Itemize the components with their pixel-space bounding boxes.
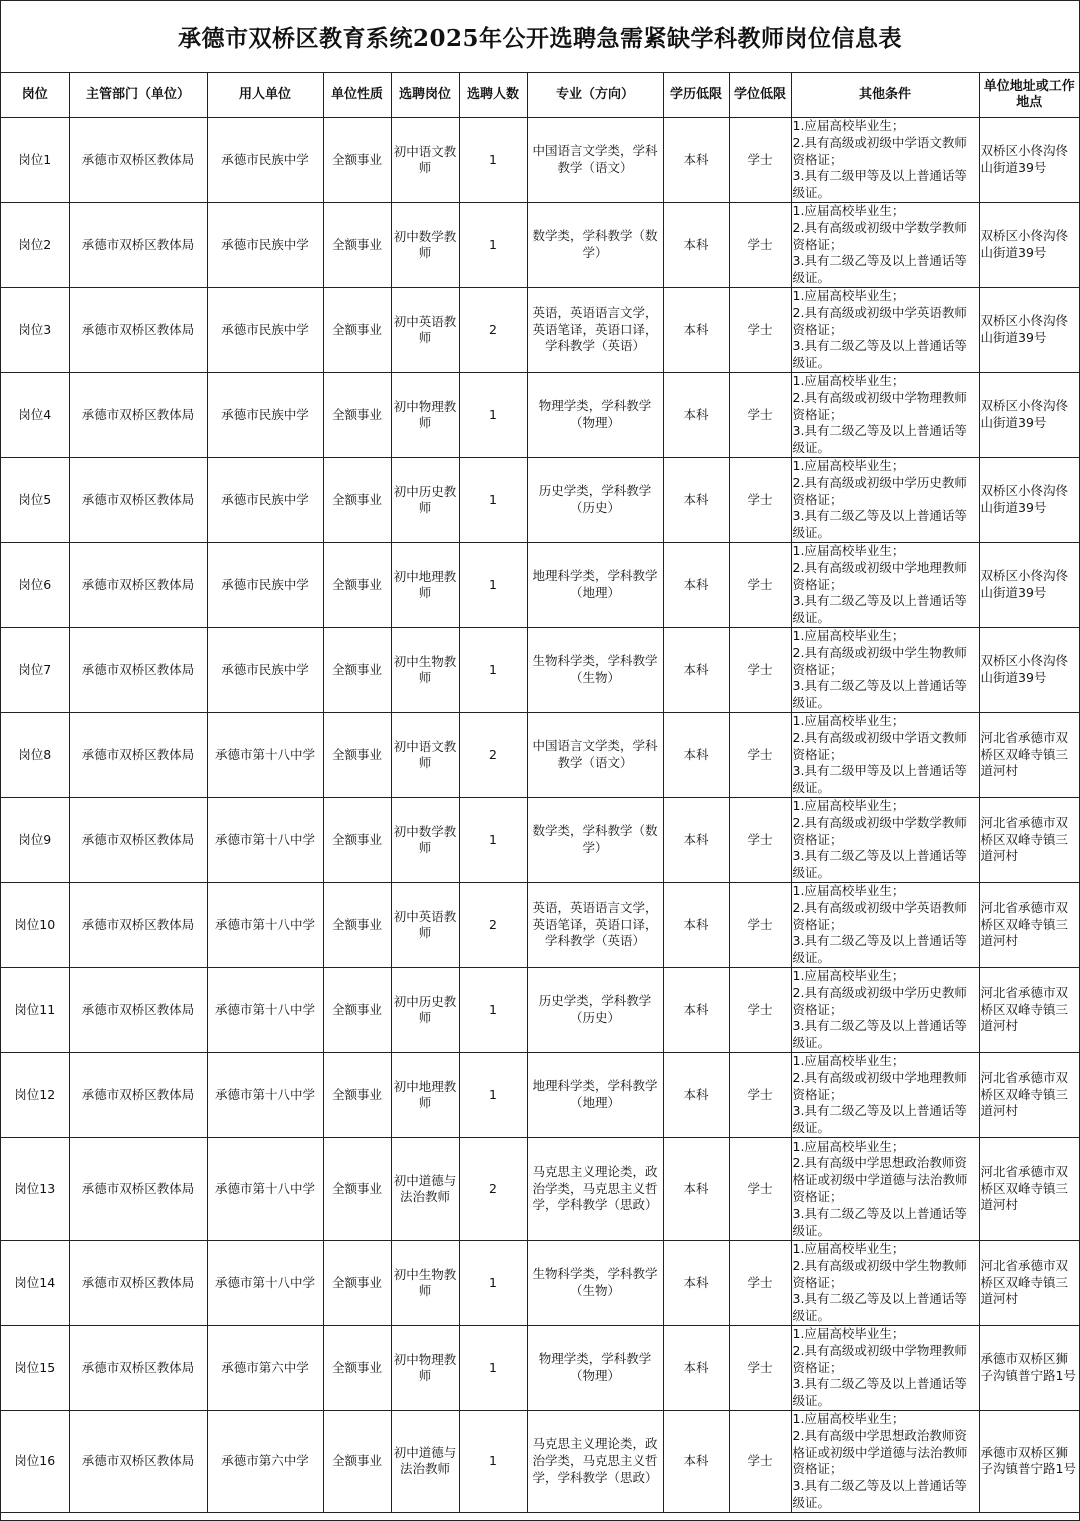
cell-dept: 承德市双桥区教体局: [69, 1053, 207, 1138]
table-row: [1, 1326, 1079, 1411]
cell-post: 岗位3: [1, 288, 69, 373]
cell-addr: 河北省承德市双桥区双峰寺镇三道河村: [979, 1053, 1079, 1138]
cell-count: 1: [459, 798, 527, 883]
condition-line: 3.具有二级乙等及以上普通话等级证。: [792, 678, 967, 711]
cell-major: 历史学类，学科教学（历史）: [527, 458, 663, 543]
cell-nature: 全额事业: [323, 1411, 391, 1513]
condition-line: 2.具有高级或初级中学地理教师资格证；: [792, 559, 967, 592]
col-header-addr: 单位地址或工作地点: [979, 73, 1079, 118]
cell-position: 初中地理教师: [391, 543, 459, 628]
condition-line: 2.具有高级或初级中学语文教师资格证；: [792, 134, 967, 167]
table-row: [1, 373, 1079, 458]
cell-count: 1: [459, 543, 527, 628]
cell-edu: 本科: [663, 203, 729, 288]
cell-unit: 承德市民族中学: [207, 118, 323, 203]
cell-cond: [791, 883, 979, 968]
cell-count: 2: [459, 713, 527, 798]
cell-count: 1: [459, 118, 527, 203]
cell-count: 2: [459, 883, 527, 968]
cell-cond: [791, 543, 979, 628]
cell-dept: 承德市双桥区教体局: [69, 1326, 207, 1411]
cell-edu: 本科: [663, 798, 729, 883]
cell-edu: 本科: [663, 1326, 729, 1411]
cell-dept: 承德市双桥区教体局: [69, 798, 207, 883]
cell-position: 初中数学教师: [391, 798, 459, 883]
cell-addr: 承德市双桥区狮子沟镇普宁路1号: [979, 1411, 1079, 1513]
cell-degree: 学士: [729, 798, 791, 883]
cell-addr: 河北省承德市双桥区双峰寺镇三道河村: [979, 883, 1079, 968]
cell-major: 数学类，学科教学（数学）: [527, 798, 663, 883]
cell-nature: 全额事业: [323, 1241, 391, 1326]
cell-degree: 学士: [729, 118, 791, 203]
condition-line: 1.应届高校毕业生；: [792, 203, 905, 218]
condition-line: 3.具有二级甲等及以上普通话等级证。: [792, 763, 967, 796]
table-header-row: [1, 73, 1079, 118]
cell-nature: 全额事业: [323, 373, 391, 458]
cell-edu: 本科: [663, 118, 729, 203]
cell-unit: 承德市第十八中学: [207, 1053, 323, 1138]
cell-degree: 学士: [729, 1411, 791, 1513]
table-row: [1, 968, 1079, 1053]
condition-line: 2.具有高级中学思想政治教师资格证或初级中学道德与法治教师资格证；: [792, 1427, 968, 1477]
cell-degree: 学士: [729, 203, 791, 288]
cell-count: 1: [459, 628, 527, 713]
cell-major: 马克思主义理论类，政治学类，马克思主义哲学，学科教学（思政）: [527, 1411, 663, 1513]
cell-addr: 河北省承德市双桥区双峰寺镇三道河村: [979, 968, 1079, 1053]
cell-edu: 本科: [663, 288, 729, 373]
condition-line: 1.应届高校毕业生；: [792, 1241, 905, 1256]
col-header-nature: 单位性质: [323, 73, 391, 118]
cell-unit: 承德市第十八中学: [207, 713, 323, 798]
cell-degree: 学士: [729, 968, 791, 1053]
condition-line: 1.应届高校毕业生；: [792, 373, 905, 388]
cell-count: 1: [459, 1053, 527, 1138]
cell-edu: 本科: [663, 1241, 729, 1326]
condition-line: 3.具有二级乙等及以上普通话等级证。: [792, 1478, 967, 1510]
cell-edu: 本科: [663, 713, 729, 798]
condition-line: 3.具有二级乙等及以上普通话等级证。: [792, 1205, 967, 1238]
cell-position: 初中物理教师: [391, 373, 459, 458]
condition-line: 3.具有二级乙等及以上普通话等级证。: [792, 1291, 967, 1324]
cell-unit: 承德市第六中学: [207, 1411, 323, 1513]
cell-dept: 承德市双桥区教体局: [69, 968, 207, 1053]
cell-degree: 学士: [729, 1138, 791, 1241]
cell-major: 数学类，学科教学（数学）: [527, 203, 663, 288]
cell-dept: 承德市双桥区教体局: [69, 118, 207, 203]
table-row: [1, 458, 1079, 543]
cell-dept: 承德市双桥区教体局: [69, 458, 207, 543]
condition-line: 3.具有二级乙等及以上普通话等级证。: [792, 848, 967, 881]
cell-unit: 承德市民族中学: [207, 543, 323, 628]
cell-position: 初中英语教师: [391, 288, 459, 373]
cell-count: 1: [459, 1411, 527, 1513]
cell-position: 初中道德与法治教师: [391, 1138, 459, 1241]
condition-line: 2.具有高级或初级中学生物教师资格证；: [792, 644, 967, 677]
cell-post: 岗位16: [1, 1411, 69, 1513]
cell-nature: 全额事业: [323, 968, 391, 1053]
cell-cond: [791, 458, 979, 543]
cell-unit: 承德市第十八中学: [207, 1241, 323, 1326]
table-row: [1, 883, 1079, 968]
cell-unit: 承德市第六中学: [207, 1326, 323, 1411]
cell-count: 1: [459, 458, 527, 543]
cell-edu: 本科: [663, 373, 729, 458]
cell-addr: 承德市双桥区狮子沟镇普宁路1号: [979, 1326, 1079, 1411]
cell-count: 2: [459, 1138, 527, 1241]
col-header-unit: 用人单位: [207, 73, 323, 118]
cell-nature: 全额事业: [323, 628, 391, 713]
cell-unit: 承德市第十八中学: [207, 1138, 323, 1241]
cell-post: 岗位14: [1, 1241, 69, 1326]
col-header-post: 岗位: [1, 73, 69, 118]
cell-degree: 学士: [729, 1053, 791, 1138]
cell-major: 地理科学类，学科教学（地理）: [527, 543, 663, 628]
cell-cond: [791, 628, 979, 713]
cell-post: 岗位5: [1, 458, 69, 543]
condition-line: 1.应届高校毕业生；: [792, 1326, 905, 1341]
cell-position: 初中历史教师: [391, 458, 459, 543]
cell-unit: 承德市民族中学: [207, 288, 323, 373]
cell-major: 生物科学类，学科教学（生物）: [527, 1241, 663, 1326]
cell-addr: 双桥区小佟沟佟山街道39号: [979, 118, 1079, 203]
cell-major: 英语，英语语言文学，英语笔译，英语口译，学科教学（英语）: [527, 883, 663, 968]
cell-unit: 承德市第十八中学: [207, 968, 323, 1053]
cell-nature: 全额事业: [323, 1138, 391, 1241]
cell-dept: 承德市双桥区教体局: [69, 1241, 207, 1326]
cell-addr: 河北省承德市双桥区双峰寺镇三道河村: [979, 1138, 1079, 1241]
cell-post: 岗位15: [1, 1326, 69, 1411]
col-header-edu: 学历低限: [663, 73, 729, 118]
table-row: [1, 203, 1079, 288]
cell-major: 马克思主义理论类，政治学类，马克思主义哲学，学科教学（思政）: [527, 1138, 663, 1241]
condition-line: 2.具有高级或初级中学数学教师资格证；: [792, 814, 967, 847]
cell-post: 岗位6: [1, 543, 69, 628]
cell-cond: [791, 118, 979, 203]
cell-nature: 全额事业: [323, 713, 391, 798]
cell-degree: 学士: [729, 883, 791, 968]
cell-addr: 双桥区小佟沟佟山街道39号: [979, 458, 1079, 543]
cell-post: 岗位11: [1, 968, 69, 1053]
condition-line: 3.具有二级乙等及以上普通话等级证。: [792, 1018, 967, 1051]
condition-line: 1.应届高校毕业生；: [792, 543, 905, 558]
condition-line: 3.具有二级乙等及以上普通话等级证。: [792, 508, 967, 541]
col-header-cond: 其他条件: [791, 73, 979, 118]
cell-addr: 双桥区小佟沟佟山街道39号: [979, 288, 1079, 373]
cell-nature: 全额事业: [323, 543, 391, 628]
cell-unit: 承德市第十八中学: [207, 798, 323, 883]
cell-edu: 本科: [663, 1138, 729, 1241]
cell-post: 岗位12: [1, 1053, 69, 1138]
cell-cond: [791, 288, 979, 373]
cell-major: 中国语言文学类，学科教学（语文）: [527, 713, 663, 798]
cell-major: 中国语言文学类，学科教学（语文）: [527, 118, 663, 203]
cell-dept: 承德市双桥区教体局: [69, 203, 207, 288]
cell-edu: 本科: [663, 628, 729, 713]
cell-addr: 双桥区小佟沟佟山街道39号: [979, 543, 1079, 628]
condition-line: 3.具有二级甲等及以上普通话等级证。: [792, 168, 967, 201]
condition-line: 1.应届高校毕业生；: [792, 798, 905, 813]
cell-post: 岗位1: [1, 118, 69, 203]
cell-degree: 学士: [729, 1241, 791, 1326]
cell-cond: [791, 203, 979, 288]
cell-dept: 承德市双桥区教体局: [69, 373, 207, 458]
cell-nature: 全额事业: [323, 458, 391, 543]
condition-line: 1.应届高校毕业生；: [792, 713, 905, 728]
condition-line: 2.具有高级或初级中学语文教师资格证；: [792, 729, 967, 762]
cell-unit: 承德市民族中学: [207, 373, 323, 458]
cell-position: 初中数学教师: [391, 203, 459, 288]
col-header-position: 选聘岗位: [391, 73, 459, 118]
cell-post: 岗位13: [1, 1138, 69, 1241]
table-body: [1, 118, 1079, 1513]
cell-addr: 河北省承德市双桥区双峰寺镇三道河村: [979, 713, 1079, 798]
col-header-major: 专业（方向）: [527, 73, 663, 118]
cell-post: 岗位8: [1, 713, 69, 798]
cell-degree: 学士: [729, 628, 791, 713]
table-row: [1, 288, 1079, 373]
cell-count: 1: [459, 968, 527, 1053]
cell-cond: [791, 968, 979, 1053]
cell-edu: 本科: [663, 883, 729, 968]
cell-nature: 全额事业: [323, 1053, 391, 1138]
cell-position: 初中历史教师: [391, 968, 459, 1053]
cell-major: 生物科学类，学科教学（生物）: [527, 628, 663, 713]
condition-line: 1.应届高校毕业生；: [792, 118, 905, 133]
cell-edu: 本科: [663, 1053, 729, 1138]
col-header-degree: 学位低限: [729, 73, 791, 118]
cell-degree: 学士: [729, 373, 791, 458]
cell-count: 1: [459, 203, 527, 288]
cell-addr: 河北省承德市双桥区双峰寺镇三道河村: [979, 798, 1079, 883]
condition-line: 2.具有高级或初级中学物理教师资格证；: [792, 389, 967, 422]
table-row: [1, 543, 1079, 628]
cell-nature: 全额事业: [323, 1326, 391, 1411]
cell-dept: 承德市双桥区教体局: [69, 628, 207, 713]
cell-position: 初中语文教师: [391, 118, 459, 203]
cell-count: 2: [459, 288, 527, 373]
cell-nature: 全额事业: [323, 118, 391, 203]
col-header-count: 选聘人数: [459, 73, 527, 118]
cell-dept: 承德市双桥区教体局: [69, 1138, 207, 1241]
cell-dept: 承德市双桥区教体局: [69, 288, 207, 373]
cell-major: 物理学类，学科教学（物理）: [527, 1326, 663, 1411]
cell-post: 岗位2: [1, 203, 69, 288]
condition-line: 2.具有高级或初级中学地理教师资格证；: [792, 1069, 967, 1102]
cell-post: 岗位9: [1, 798, 69, 883]
cell-post: 岗位10: [1, 883, 69, 968]
cell-position: 初中语文教师: [391, 713, 459, 798]
table-row: [1, 1411, 1079, 1513]
cell-addr: 双桥区小佟沟佟山街道39号: [979, 628, 1079, 713]
table-row: [1, 628, 1079, 713]
cell-count: 1: [459, 1241, 527, 1326]
cell-degree: 学士: [729, 543, 791, 628]
condition-line: 1.应届高校毕业生；: [792, 1411, 905, 1426]
cell-unit: 承德市民族中学: [207, 628, 323, 713]
cell-unit: 承德市第十八中学: [207, 883, 323, 968]
cell-dept: 承德市双桥区教体局: [69, 883, 207, 968]
cell-addr: 双桥区小佟沟佟山街道39号: [979, 373, 1079, 458]
cell-degree: 学士: [729, 713, 791, 798]
condition-line: 3.具有二级乙等及以上普通话等级证。: [792, 1376, 967, 1409]
condition-line: 2.具有高级或初级中学英语教师资格证；: [792, 899, 967, 932]
cell-nature: 全额事业: [323, 288, 391, 373]
cell-position: 初中英语教师: [391, 883, 459, 968]
cell-post: 岗位7: [1, 628, 69, 713]
cell-major: 物理学类，学科教学（物理）: [527, 373, 663, 458]
cell-position: 初中道德与法治教师: [391, 1411, 459, 1513]
table-row: [1, 798, 1079, 883]
cell-degree: 学士: [729, 458, 791, 543]
condition-line: 2.具有高级或初级中学英语教师资格证；: [792, 304, 967, 337]
cell-cond: [791, 798, 979, 883]
cell-edu: 本科: [663, 458, 729, 543]
col-header-dept: 主管部门（单位）: [69, 73, 207, 118]
cell-dept: 承德市双桥区教体局: [69, 1411, 207, 1513]
condition-line: 2.具有高级或初级中学物理教师资格证；: [792, 1342, 967, 1375]
table-row: [1, 1053, 1079, 1138]
condition-line: 1.应届高校毕业生；: [792, 458, 905, 473]
condition-line: 1.应届高校毕业生；: [792, 288, 905, 303]
cell-position: 初中物理教师: [391, 1326, 459, 1411]
condition-line: 2.具有高级或初级中学历史教师资格证；: [792, 984, 967, 1017]
condition-line: 3.具有二级乙等及以上普通话等级证。: [792, 593, 967, 626]
condition-line: 1.应届高校毕业生；: [792, 628, 905, 643]
table-row: [1, 713, 1079, 798]
cell-cond: [791, 1326, 979, 1411]
condition-line: 3.具有二级乙等及以上普通话等级证。: [792, 338, 967, 371]
cell-cond: [791, 1241, 979, 1326]
condition-line: 1.应届高校毕业生；: [792, 968, 905, 983]
cell-major: 地理科学类，学科教学（地理）: [527, 1053, 663, 1138]
cell-cond: [791, 713, 979, 798]
cell-nature: 全额事业: [323, 883, 391, 968]
condition-line: 2.具有高级或初级中学生物教师资格证；: [792, 1257, 967, 1290]
condition-line: 3.具有二级乙等及以上普通话等级证。: [792, 423, 967, 456]
cell-count: 1: [459, 373, 527, 458]
cell-position: 初中生物教师: [391, 1241, 459, 1326]
condition-line: 1.应届高校毕业生；: [792, 1053, 905, 1068]
cell-count: 1: [459, 1326, 527, 1411]
cell-degree: 学士: [729, 288, 791, 373]
cell-edu: 本科: [663, 543, 729, 628]
cell-addr: 双桥区小佟沟佟山街道39号: [979, 203, 1079, 288]
cell-cond: [791, 1411, 979, 1513]
cell-dept: 承德市双桥区教体局: [69, 543, 207, 628]
condition-line: 2.具有高级或初级中学历史教师资格证；: [792, 474, 967, 507]
cell-nature: 全额事业: [323, 203, 391, 288]
cell-cond: [791, 1053, 979, 1138]
positions-table: [1, 73, 1079, 1513]
cell-position: 初中地理教师: [391, 1053, 459, 1138]
cell-major: 历史学类，学科教学（历史）: [527, 968, 663, 1053]
condition-line: 1.应届高校毕业生；: [792, 1138, 905, 1154]
cell-edu: 本科: [663, 1411, 729, 1513]
cell-addr: 河北省承德市双桥区双峰寺镇三道河村: [979, 1241, 1079, 1326]
table-row: [1, 118, 1079, 203]
condition-line: 1.应届高校毕业生；: [792, 883, 905, 898]
table-row: [1, 1241, 1079, 1326]
table-row: [1, 1138, 1079, 1241]
condition-line: 3.具有二级乙等及以上普通话等级证。: [792, 253, 967, 286]
condition-line: 2.具有高级或初级中学数学教师资格证；: [792, 219, 967, 252]
cell-post: 岗位4: [1, 373, 69, 458]
cell-major: 英语，英语语言文学，英语笔译，英语口译，学科教学（英语）: [527, 288, 663, 373]
cell-nature: 全额事业: [323, 798, 391, 883]
cell-edu: 本科: [663, 968, 729, 1053]
page-title: 承德市双桥区教育系统2025年公开选聘急需紧缺学科教师岗位信息表: [1, 1, 1079, 73]
cell-cond: [791, 1138, 979, 1241]
cell-cond: [791, 373, 979, 458]
cell-unit: 承德市民族中学: [207, 458, 323, 543]
cell-position: 初中生物教师: [391, 628, 459, 713]
cell-dept: 承德市双桥区教体局: [69, 713, 207, 798]
condition-line: 3.具有二级乙等及以上普通话等级证。: [792, 1103, 967, 1136]
cell-degree: 学士: [729, 1326, 791, 1411]
condition-line: 3.具有二级乙等及以上普通话等级证。: [792, 933, 967, 966]
condition-line: 2.具有高级中学思想政治教师资格证或初级中学道德与法治教师资格证；: [792, 1155, 968, 1204]
cell-unit: 承德市民族中学: [207, 203, 323, 288]
